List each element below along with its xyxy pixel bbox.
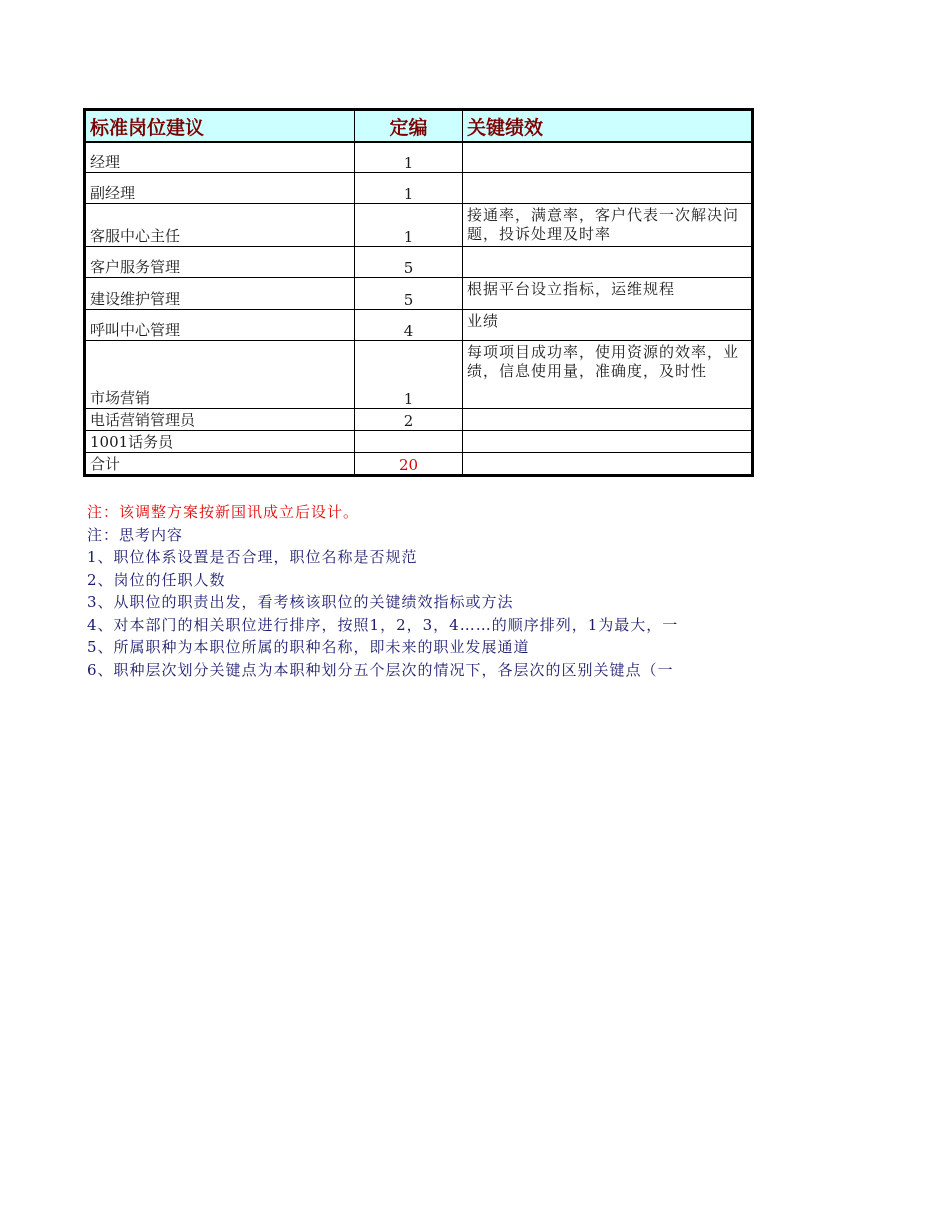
cell-role[interactable]: 1001话务员: [85, 430, 355, 452]
note-item: 3、从职位的职责出发，看考核该职位的关键绩效指标或方法: [87, 593, 514, 611]
table-row: [85, 172, 753, 203]
cell-role[interactable]: 客户服务管理: [85, 246, 355, 277]
table-header-row: [85, 110, 753, 143]
cell-headcount[interactable]: [355, 430, 463, 452]
cell-kpi[interactable]: [463, 430, 753, 452]
note-item: 1、职位体系设置是否合理，职位名称是否规范: [87, 548, 418, 566]
cell-headcount[interactable]: 2: [355, 408, 463, 430]
cell-role[interactable]: 建设维护管理: [85, 277, 355, 309]
cell-role[interactable]: 经理: [85, 142, 355, 172]
table-row: [85, 340, 753, 408]
table-row: [85, 277, 753, 309]
cell-total-label[interactable]: 合计: [85, 452, 355, 475]
cell-headcount[interactable]: 5: [355, 277, 463, 309]
cell-role[interactable]: 呼叫中心管理: [85, 309, 355, 340]
cell-total-headcount[interactable]: 20: [355, 452, 463, 475]
cell-headcount[interactable]: 4: [355, 309, 463, 340]
cell-role[interactable]: 电话营销管理员: [85, 408, 355, 430]
note-title: 注：思考内容: [87, 525, 184, 544]
total-row: [85, 452, 753, 475]
cell-role[interactable]: 副经理: [85, 172, 355, 203]
table-row: [85, 309, 753, 340]
cell-headcount[interactable]: 1: [355, 172, 463, 203]
note-item: 6、职种层次划分关键点为本职种划分五个层次的情况下，各层次的区别关键点（一: [87, 660, 674, 679]
table-row: [85, 408, 753, 430]
cell-role[interactable]: 客服中心主任: [85, 203, 355, 246]
header-kpi[interactable]: 关键绩效: [463, 110, 753, 143]
note-red: 注：该调整方案按新国讯成立后设计。: [87, 503, 360, 521]
table-row: [85, 430, 753, 452]
cell-headcount[interactable]: 1: [355, 203, 463, 246]
cell-kpi[interactable]: [463, 408, 753, 430]
table-row: [85, 203, 753, 246]
table-row: [85, 246, 753, 277]
cell-kpi[interactable]: [463, 246, 753, 277]
cell-kpi[interactable]: 每项项目成功率，使用资源的效率，业绩，信息使用量，准确度，及时性: [463, 340, 753, 408]
cell-total-kpi[interactable]: [463, 452, 753, 475]
header-headcount[interactable]: 定编: [355, 110, 463, 143]
cell-kpi[interactable]: 业绩: [463, 309, 753, 340]
table-row: [85, 142, 753, 172]
cell-role[interactable]: 市场营销: [85, 340, 355, 408]
cell-kpi[interactable]: 接通率，满意率，客户代表一次解决问题，投诉处理及时率: [463, 203, 753, 246]
cell-kpi[interactable]: [463, 172, 753, 203]
cell-kpi[interactable]: 根据平台设立指标，运维规程: [463, 277, 753, 309]
note-item: 5、所属职种为本职位所属的职种名称，即未来的职业发展通道: [87, 638, 530, 656]
header-role[interactable]: 标准岗位建议: [85, 110, 355, 143]
note-item: 4、对本部门的相关职位进行排序，按照1，2，3，4……的顺序排列，1为最大，一: [87, 615, 679, 634]
cell-headcount[interactable]: 1: [355, 340, 463, 408]
cell-headcount[interactable]: 1: [355, 142, 463, 172]
position-table: [83, 108, 754, 477]
cell-headcount[interactable]: 5: [355, 246, 463, 277]
cell-kpi[interactable]: [463, 142, 753, 172]
notes-section: [87, 501, 749, 681]
note-item: 2、岗位的任职人数: [87, 570, 226, 589]
